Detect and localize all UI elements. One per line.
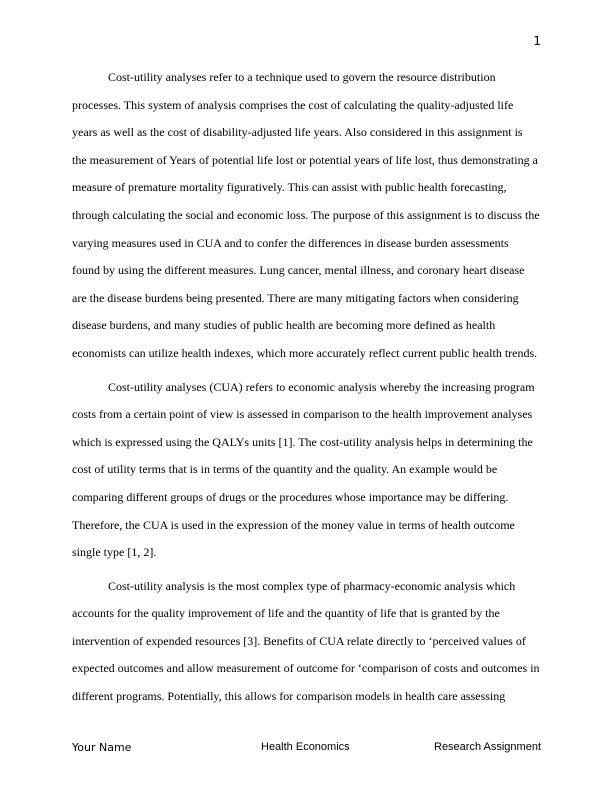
text-line: are the disease burdens being presented. There are many mitigating factors when considering [72, 290, 519, 305]
paragraph-1 [72, 64, 542, 368]
text-line: processes. This system of analysis comprises the cost of calculating the quality-adjusted life [72, 97, 514, 112]
text-line: economists can utilize health indexes, which more accurately reflect current public health trends. [72, 345, 538, 360]
text-line: measure of premature mortality figuratively. This can assist with public health forecasting, [72, 180, 507, 195]
text-line: varying measures used in CUA and to confer the differences in disease burden assessments [72, 235, 509, 250]
text-line: Cost-utility analyses refer to a technique used to govern the resource distribution [108, 70, 496, 84]
text-line: expected outcomes and allow measurement of outcome for ‘comparison of costs and outcomes in [72, 661, 540, 676]
footer-assignment: Research Assignment [434, 741, 541, 753]
text-line: Therefore, the CUA is used in the expression of the money value in terms of health outcome [72, 517, 515, 532]
text-line: years as well as the cost of disability-adjusted life years. Also considered in this assignment is [72, 125, 523, 140]
text-line: different programs. Potentially, this allows for comparison models in health care assessing [72, 689, 506, 704]
text-line: disease burdens, and many studies of public health are becoming more defined as health [72, 318, 496, 333]
text-line: found by using the different measures. Lung cancer, mental illness, and coronary heart disease [72, 263, 525, 278]
text-line: through calculating the social and economic loss. The purpose of this assignment is to discuss the [72, 207, 540, 222]
text-line: Cost-utility analyses (CUA) refers to economic analysis whereby the increasing program [108, 379, 535, 394]
text-line: Cost-utility analysis is the most complex type of pharmacy-economic analysis which [108, 578, 516, 593]
text-line: costs from a certain point of view is assessed in comparison to the health improvement analyses [72, 407, 533, 422]
text-line: comparing different groups of drugs or the procedures whose importance may be differing. [72, 489, 509, 504]
text-line: the measurement of Years of potential life lost or potential years of life lost, thus demonstrating a [72, 152, 538, 167]
text-line: accounts for the quality improvement of life and the quantity of life that is granted by the [72, 606, 500, 621]
footer-author: Your Name [72, 741, 132, 754]
footer-course: Health Economics [261, 741, 350, 753]
text-line: cost of utility terms that is in terms of the quantity and the quality. An example would be [72, 462, 498, 477]
text-line: intervention of expended resources [3]. Benefits of CUA relate directly to ‘perceived values of [72, 633, 526, 648]
document-body [72, 64, 542, 711]
page-footer [72, 741, 541, 757]
page-number: 1 [533, 34, 541, 48]
text-line: single type [1, 2]. [72, 545, 157, 560]
paragraph-3 [72, 573, 542, 711]
paragraph-2 [72, 374, 542, 567]
text-line: which is expressed using the QALYs units [1]. The cost-utility analysis helps in determining the [72, 434, 533, 449]
